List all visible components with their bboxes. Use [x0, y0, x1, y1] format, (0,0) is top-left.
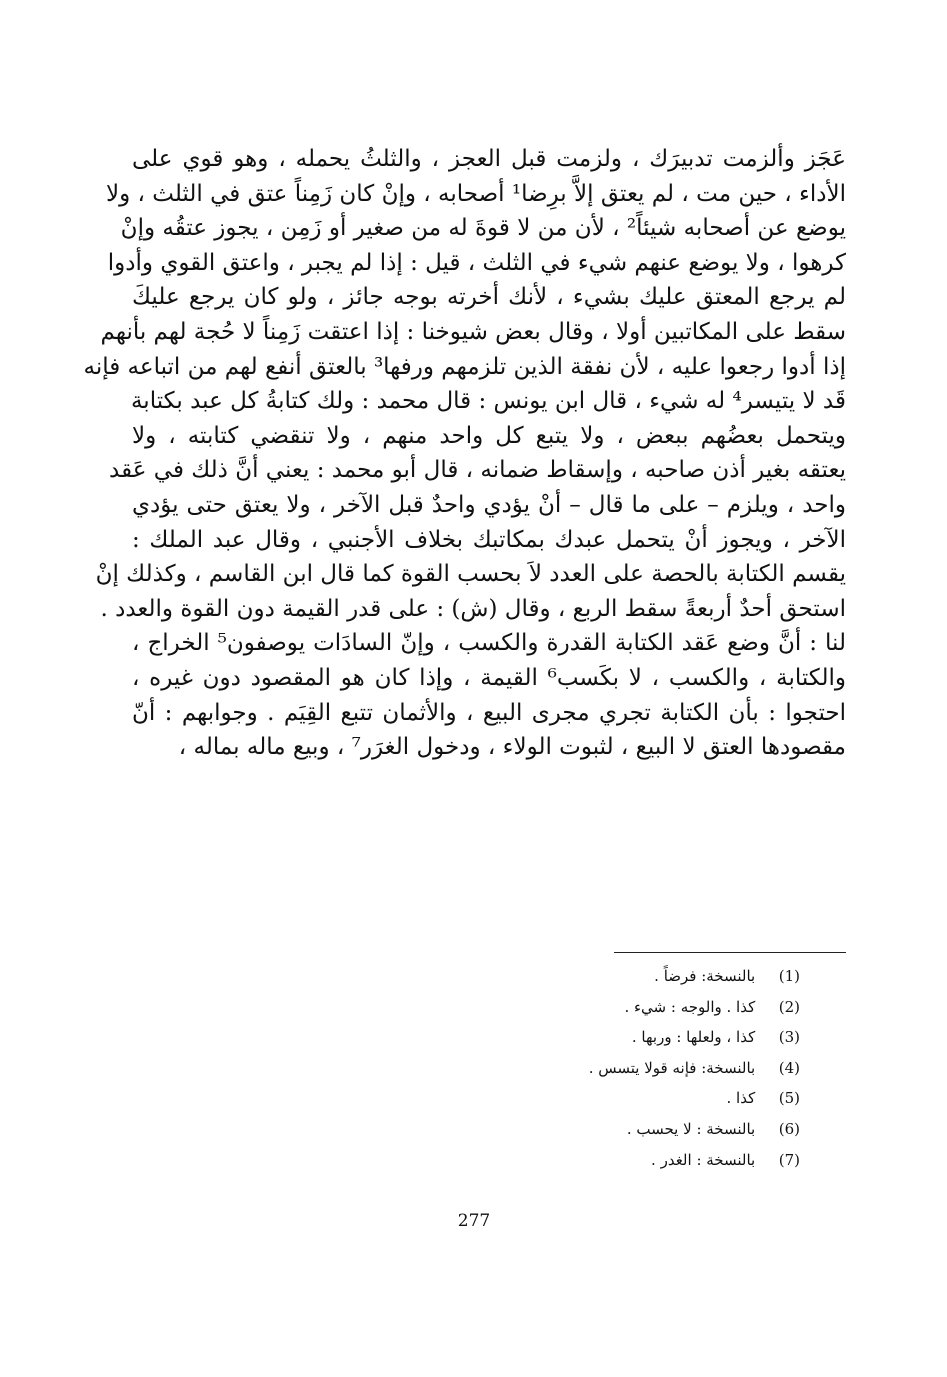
footnote-number: (1) [778, 967, 800, 985]
footnote [400, 961, 800, 992]
text-line: يقسم الكتابة بالحصة على العدد لاَ بحسب القوة كما قال ابن القاسم ، وكذلك إنْ [95, 561, 846, 588]
footnote-number: (2) [778, 997, 800, 1016]
text-line: يوضع عن أصحابه شيئاً² ، لأن من لا قوةَ له من صغير أو زَمِن ، يجوز عتقُه وإنْ [120, 215, 846, 242]
text-line: كرهوا ، ولا يوضع عنهم شيء في الثلث ، قيل : إذا لم يجبر ، واعتق القوي وأدوا [107, 249, 846, 276]
footnote [400, 1053, 800, 1084]
footnote [400, 992, 800, 1023]
text-line: إذا أدوا رجعوا عليه ، لأن نفقة الذين تلزمهم ورفها³ بالعتق أنفع لهم من اتباعه فإنه [83, 353, 846, 380]
text-line: والكتابة ، والكسب ، لا بكَسب⁶ القيمة ، وإذا كان هو المقصود دون غيره ، [132, 664, 846, 691]
footnote-text: كذا ، ولعلها : وربها . [631, 1028, 756, 1047]
footnote [400, 1145, 800, 1176]
footnote-text: بالنسخة: فإنه قولا يتسس . [588, 1058, 756, 1077]
text-line: استحق أحدٌ أربعةً سقط الربع ، وقال (ش) : على قدر القيمة دون القوة والعدد . [100, 595, 846, 622]
footnote-number: (5) [778, 1089, 800, 1108]
main-text [83, 142, 846, 765]
footnote-text: بالنسخة : لا يحسب . [626, 1119, 756, 1138]
text-line: يعتقه بغير أذن صاحبه ، وإسقاط ضمانه ، قال أبو محمد : يعني أنَّ ذلك في عَقد [109, 457, 846, 484]
footnote [400, 1083, 800, 1114]
text-line: ويتحمل بعضُهم ببعض ، ولا يتبع كل واحد منهم ، ولا تنقضي كتابته ، ولا [132, 422, 846, 449]
text-line: واحد ، ويلزم – على ما قال – أنْ يؤدي واحدٌ قبل الآخر ، ولا يعتق حتى يؤدي [132, 491, 846, 518]
footnote [400, 1114, 800, 1145]
text-line: قَد لا يتيسر⁴ له شيء ، قال ابن يونس : قال محمد : ولك كتابةُ كل عبد بكتابة [130, 388, 846, 415]
text-line: مقصودها العتق لا البيع ، لثبوت الولاء ، ودخول الغرَر⁷ ، وبيع ماله بماله ، [178, 734, 846, 761]
footnotes [400, 961, 800, 1175]
footnote-number: (3) [778, 1028, 800, 1047]
footnote-text: كذا . والوجه : شيء . [624, 997, 756, 1016]
footnote-number: (4) [778, 1058, 800, 1077]
text-line: لنا : أنَّ وضع عَقد الكتابة القدرة والكسب ، وإنّ السادَات يوصفون⁵ الخراج ، [132, 630, 846, 657]
text-line: احتجوا : بأن الكتابة تجري مجرى البيع ، والأثمان تتبع القِيَم . وجوابهم : أنّ [132, 699, 846, 726]
text-line: عَجَز وألزمت تدبيرَك ، ولزمت قبل العجز ، والثلثُ يحمله ، وهو قوي على [132, 146, 846, 172]
footnote-text: بالنسخة : الغدر . [651, 1150, 756, 1169]
footnote-number: (6) [778, 1119, 800, 1138]
text-line: سقط على المكاتبين أولا ، وقال بعض شيوخنا : إذا اعتقت زَمِناً لا حُجة لهم بأنهم [100, 318, 846, 345]
footnote-number: (7) [778, 1150, 800, 1169]
text-line: لم يرجع المعتق عليك بشيء ، لأنك أخرته بوجه جائز ، ولو كان يرجع عليكَ [132, 284, 846, 311]
footnote-text: كذا . [726, 1089, 756, 1108]
footnote [400, 1022, 800, 1053]
text-line: الأداء ، حين مت ، لم يعتق إلاَّ برِضا¹ أصحابه ، وإنْ كان زَمِناً عتق في الثلث ، ولا [105, 180, 846, 207]
footnote-divider [614, 952, 846, 953]
footnote-text: بالنسخة: فرضاً . [654, 967, 756, 985]
page-number: 277 [457, 1211, 491, 1231]
text-line: الآخر ، ويجوز أنْ يتحمل عبدك بمكاتبك بخلاف الأجنبي ، وقال عبد الملك : [132, 526, 846, 553]
